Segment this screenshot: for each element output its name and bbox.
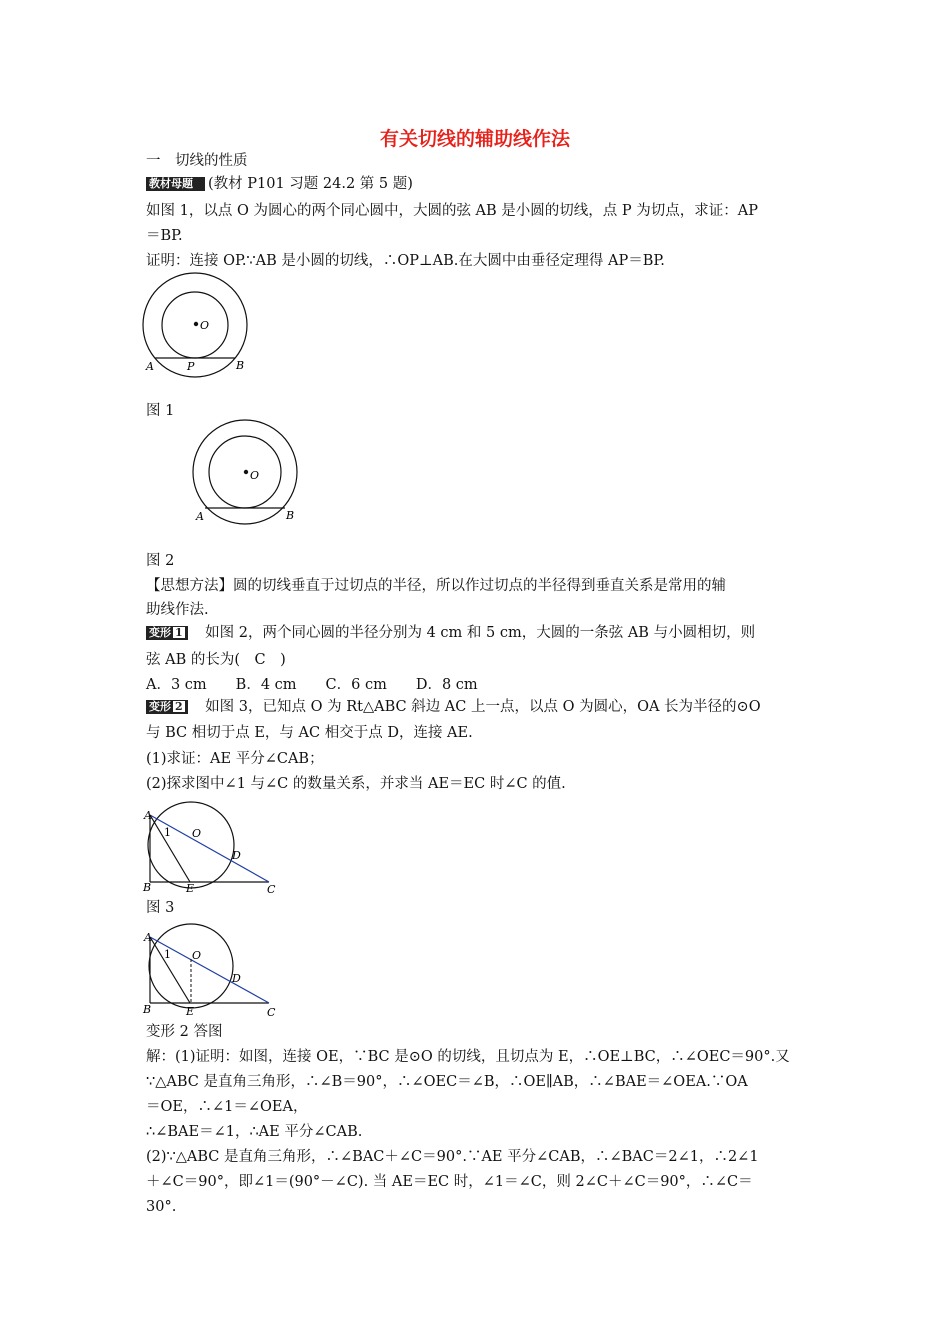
source-tag: 教材母题 xyxy=(146,177,205,191)
fig4-hypotenuse-ac xyxy=(150,937,269,1003)
fig4-label-c: C xyxy=(267,1006,276,1019)
solution-line-3: ＝OE，∴∠1＝∠OEA， xyxy=(146,1099,308,1115)
play-triangle-icon xyxy=(195,177,202,187)
fig1-label-a: A xyxy=(146,360,154,373)
source-text: (教材 P101 习题 24.2 第 5 题) xyxy=(208,176,413,192)
fig2-label-o: O xyxy=(250,469,260,482)
fig1-label-b: B xyxy=(236,359,245,372)
section-heading: 一 切线的性质 xyxy=(146,153,248,169)
figure-answer-diagram xyxy=(140,925,285,1020)
variant-2-line-2: 与 BC 相切于点 E，与 AC 相交于点 D，连接 AE. xyxy=(146,725,473,741)
method-line-2: 助线作法. xyxy=(146,602,209,618)
variant-2-question-2: (2)探求图中∠1 与∠C 的数量关系，并求当 AE＝EC 时∠C 的值. xyxy=(146,776,566,792)
solution-line-1: 解：(1)证明：如图，连接 OE，∵BC 是⊙O 的切线，且切点为 E，∴OE⊥BC，∴∠OEC＝90°.又 xyxy=(146,1049,790,1065)
fig4-label-o: O xyxy=(192,949,202,962)
figure-1-diagram xyxy=(140,270,260,380)
figure-2-diagram xyxy=(190,420,310,530)
solution-line-2: ∵△ABC 是直角三角形，∴∠B＝90°，∴∠OEC＝∠B，∴OE∥AB，∴∠BAE＝∠OEA.∵OA xyxy=(146,1074,748,1090)
fig4-label-d: D xyxy=(232,972,241,985)
figure-3-caption: 图 3 xyxy=(146,900,175,916)
figure-2-caption: 图 2 xyxy=(146,553,175,569)
fig4-segment-ae xyxy=(150,937,190,1003)
proof-line: 证明：连接 OP.∵AB 是小圆的切线，∴OP⊥AB.在大圆中由垂径定理得 AP＝BP. xyxy=(146,253,665,269)
fig3-label-1: 1 xyxy=(164,826,171,839)
solution-line-6: ＋∠C＝90°，即∠1＝(90°－∠C). 当 AE＝EC 时，∠1＝∠C，则 2∠C＋∠C＝90°，∴∠C＝ xyxy=(146,1174,753,1190)
variant-1-line-1: 变形 1 如图 2，两个同心圆的半径分别为 4 cm 和 5 cm，大圆的一条弦 AB 与小圆相切，则 xyxy=(146,623,755,643)
fig3-label-o: O xyxy=(192,827,202,840)
fig2-label-a: A xyxy=(196,510,204,523)
variant-2-line-1: 变形 2 如图 3，已知点 O 为 Rt△ABC 斜边 AC 上一点，以点 O 为圆心，OA 长为半径的⊙O xyxy=(146,697,761,717)
variant-1-options: A．3 cm B．4 cm C．6 cm D．8 cm xyxy=(146,677,478,693)
fig4-label-a: A xyxy=(144,931,152,944)
fig3-label-e: E xyxy=(186,882,195,895)
fig3-circle xyxy=(148,802,234,888)
problem-line-2: ＝BP. xyxy=(146,228,183,244)
solution-line-4: ∴∠BAE＝∠1，∴AE 平分∠CAB. xyxy=(146,1124,363,1140)
variant-1-line-2: 弦 AB 的长为( C ) xyxy=(146,652,286,668)
fig4-label-b: B xyxy=(143,1003,152,1016)
source-line xyxy=(146,174,413,194)
figure-1-caption: 图 1 xyxy=(146,403,175,419)
fig1-center-dot xyxy=(194,322,198,326)
page-title: 有关切线的辅助线作法 xyxy=(379,128,570,150)
fig3-label-c: C xyxy=(267,883,276,896)
fig3-label-b: B xyxy=(143,881,152,894)
fig1-label-o: O xyxy=(200,319,210,332)
variant-1-tag: 变形 1 xyxy=(146,626,188,640)
figure-3-diagram xyxy=(140,805,285,900)
solution-line-7: 30°. xyxy=(146,1199,177,1215)
fig4-label-1: 1 xyxy=(164,948,171,961)
fig2-label-b: B xyxy=(286,509,295,522)
solution-line-5: (2)∵△ABC 是直角三角形，∴∠BAC＋∠C＝90°.∵AE 平分∠CAB，∴∠BAC＝2∠1，∴2∠1 xyxy=(146,1149,759,1165)
problem-line-1: 如图 1，以点 O 为圆心的两个同心圆中，大圆的弦 AB 是小圆的切线，点 P 为切点，求证：AP xyxy=(146,203,758,219)
variant-2-question-1: (1)求证：AE 平分∠CAB； xyxy=(146,751,324,767)
fig1-label-p: P xyxy=(187,360,195,373)
method-line-1: 【思想方法】圆的切线垂直于过切点的半径，所以作过切点的半径得到垂直关系是常用的辅 xyxy=(146,578,726,594)
fig2-center-dot xyxy=(244,470,248,474)
variant-2-tag: 变形 2 xyxy=(146,700,188,714)
fig3-label-d: D xyxy=(232,849,241,862)
figure-answer-caption: 变形 2 答图 xyxy=(146,1024,223,1040)
fig4-label-e: E xyxy=(186,1005,195,1018)
fig3-label-a: A xyxy=(144,809,152,822)
